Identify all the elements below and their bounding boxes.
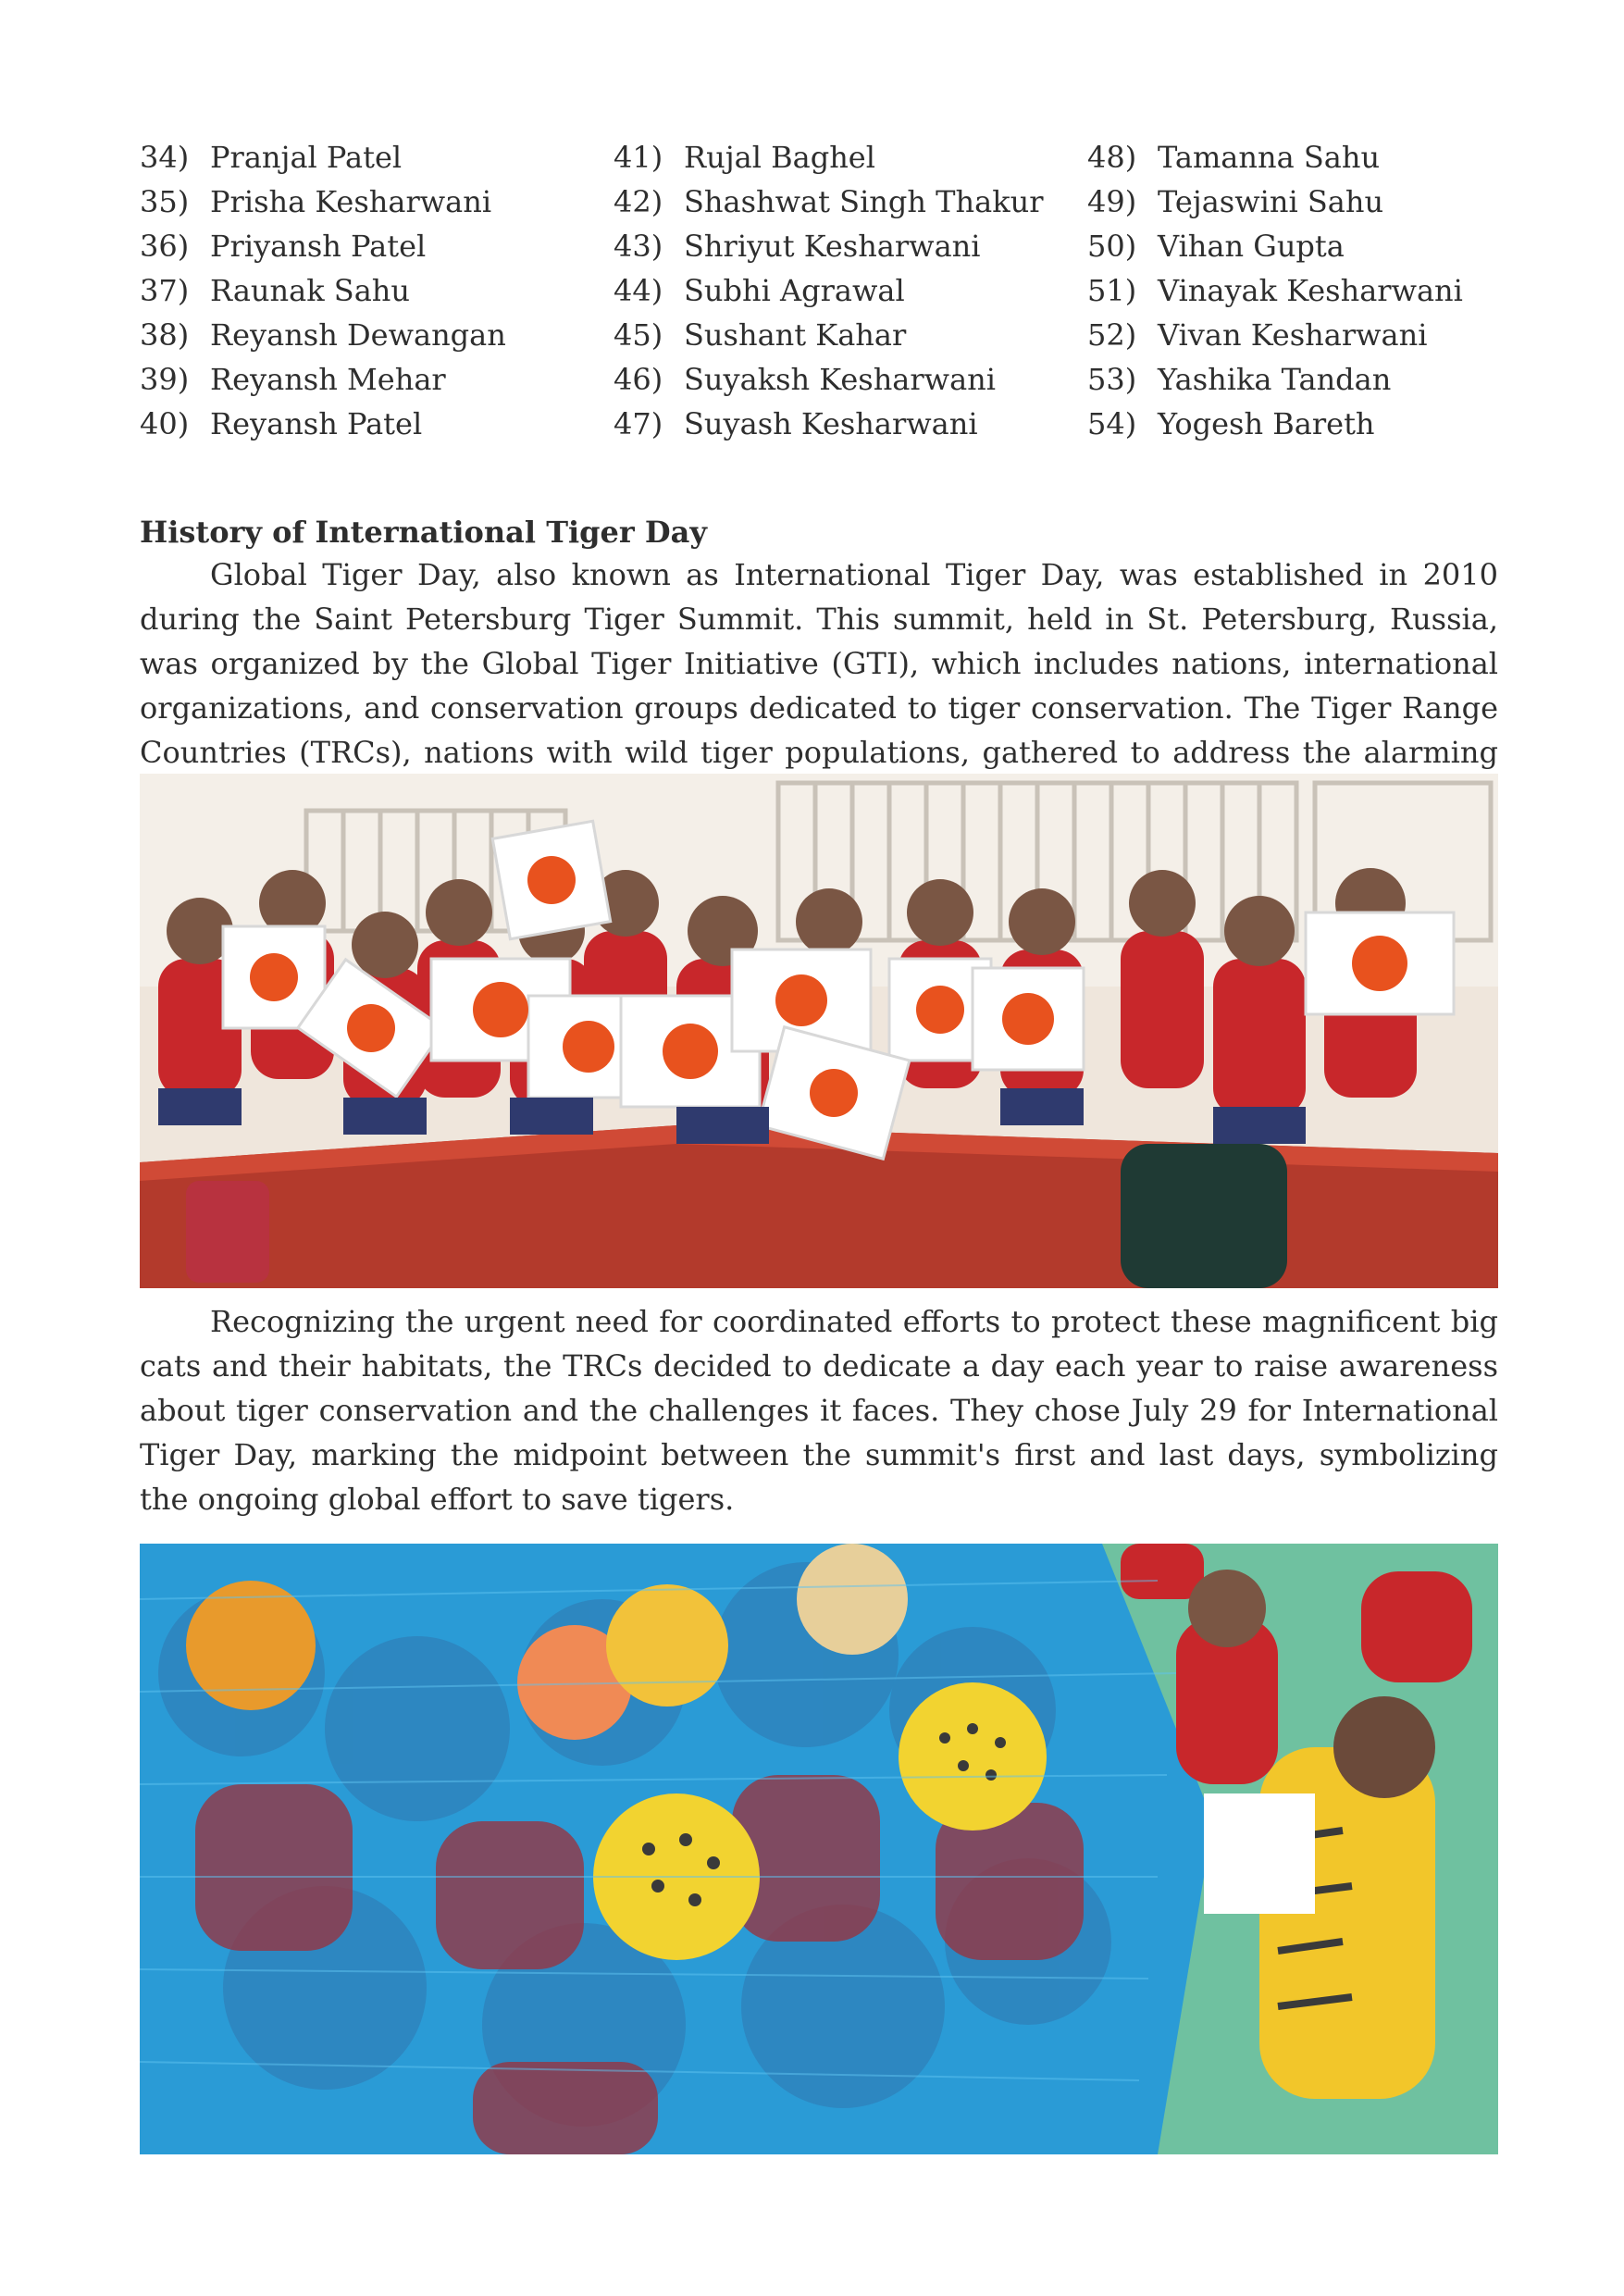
list-item: 45) Sushant Kahar <box>614 317 907 353</box>
list-item: 48) Tamanna Sahu <box>1087 140 1381 175</box>
list-item: 42) Shashwat Singh Thakur <box>614 184 1044 219</box>
list-item: 36) Priyansh Patel <box>140 229 427 264</box>
paragraph-history: Global Tiger Day, also known as International Tiger Day, was established in 2010 during the Saint Petersburg Tiger Summit. This summit, held in St. Petersburg, Russia, was organized by the Global Tiger Initiative (GTI), which includes nations, international organizations, and conservation groups dedicated to tiger conservation. The Tiger Range Countries (TRCs), nations with wild tiger populations, gathered to address the alarming <box>140 557 1498 770</box>
list-item: 40) Reyansh Patel <box>140 406 423 441</box>
paragraph-recognition: Recognizing the urgent need for coordinated efforts to protect these magnificent big cats and their habitats, the TRCs decided to dedicate a day each year to raise awareness about tiger conservation and the challenges it faces. They chose July 29 for International Tiger Day, marking the midpoint between the summit's first and last days, symbolizing the ongoing global effort to save tigers. <box>140 1304 1498 1517</box>
list-item: 41) Rujal Baghel <box>614 140 875 175</box>
list-item: 46) Suyaksh Kesharwani <box>614 362 996 397</box>
tiger-mask-activity-illustration <box>140 1544 1498 2154</box>
list-item: 50) Vihan Gupta <box>1087 229 1345 264</box>
list-item: 51) Vinayak Kesharwani <box>1087 273 1463 308</box>
classroom-photo <box>140 774 1498 1288</box>
list-item: 47) Suyash Kesharwani <box>614 406 978 441</box>
tiger-mask-activity-photo <box>140 1544 1498 2154</box>
list-item: 38) Reyansh Dewangan <box>140 317 506 353</box>
name-column-3 <box>1087 135 1505 446</box>
list-item: 54) Yogesh Bareth <box>1087 406 1375 441</box>
list-item: 39) Reyansh Mehar <box>140 362 446 397</box>
list-item: 52) Vivan Kesharwani <box>1087 317 1428 353</box>
list-item: 35) Prisha Kesharwani <box>140 184 492 219</box>
list-item: 44) Subhi Agrawal <box>614 273 905 308</box>
section-heading: History of International Tiger Day <box>140 515 707 550</box>
list-item: 34) Pranjal Patel <box>140 140 403 175</box>
student-name-list <box>140 135 1505 446</box>
list-item: 53) Yashika Tandan <box>1087 362 1392 397</box>
list-item: 43) Shriyut Kesharwani <box>614 229 981 264</box>
name-column-2 <box>614 135 1087 446</box>
classroom-photo-illustration <box>140 774 1498 1288</box>
list-item: 37) Raunak Sahu <box>140 273 410 308</box>
list-item: 49) Tejaswini Sahu <box>1087 184 1384 219</box>
name-column-1 <box>140 135 614 446</box>
